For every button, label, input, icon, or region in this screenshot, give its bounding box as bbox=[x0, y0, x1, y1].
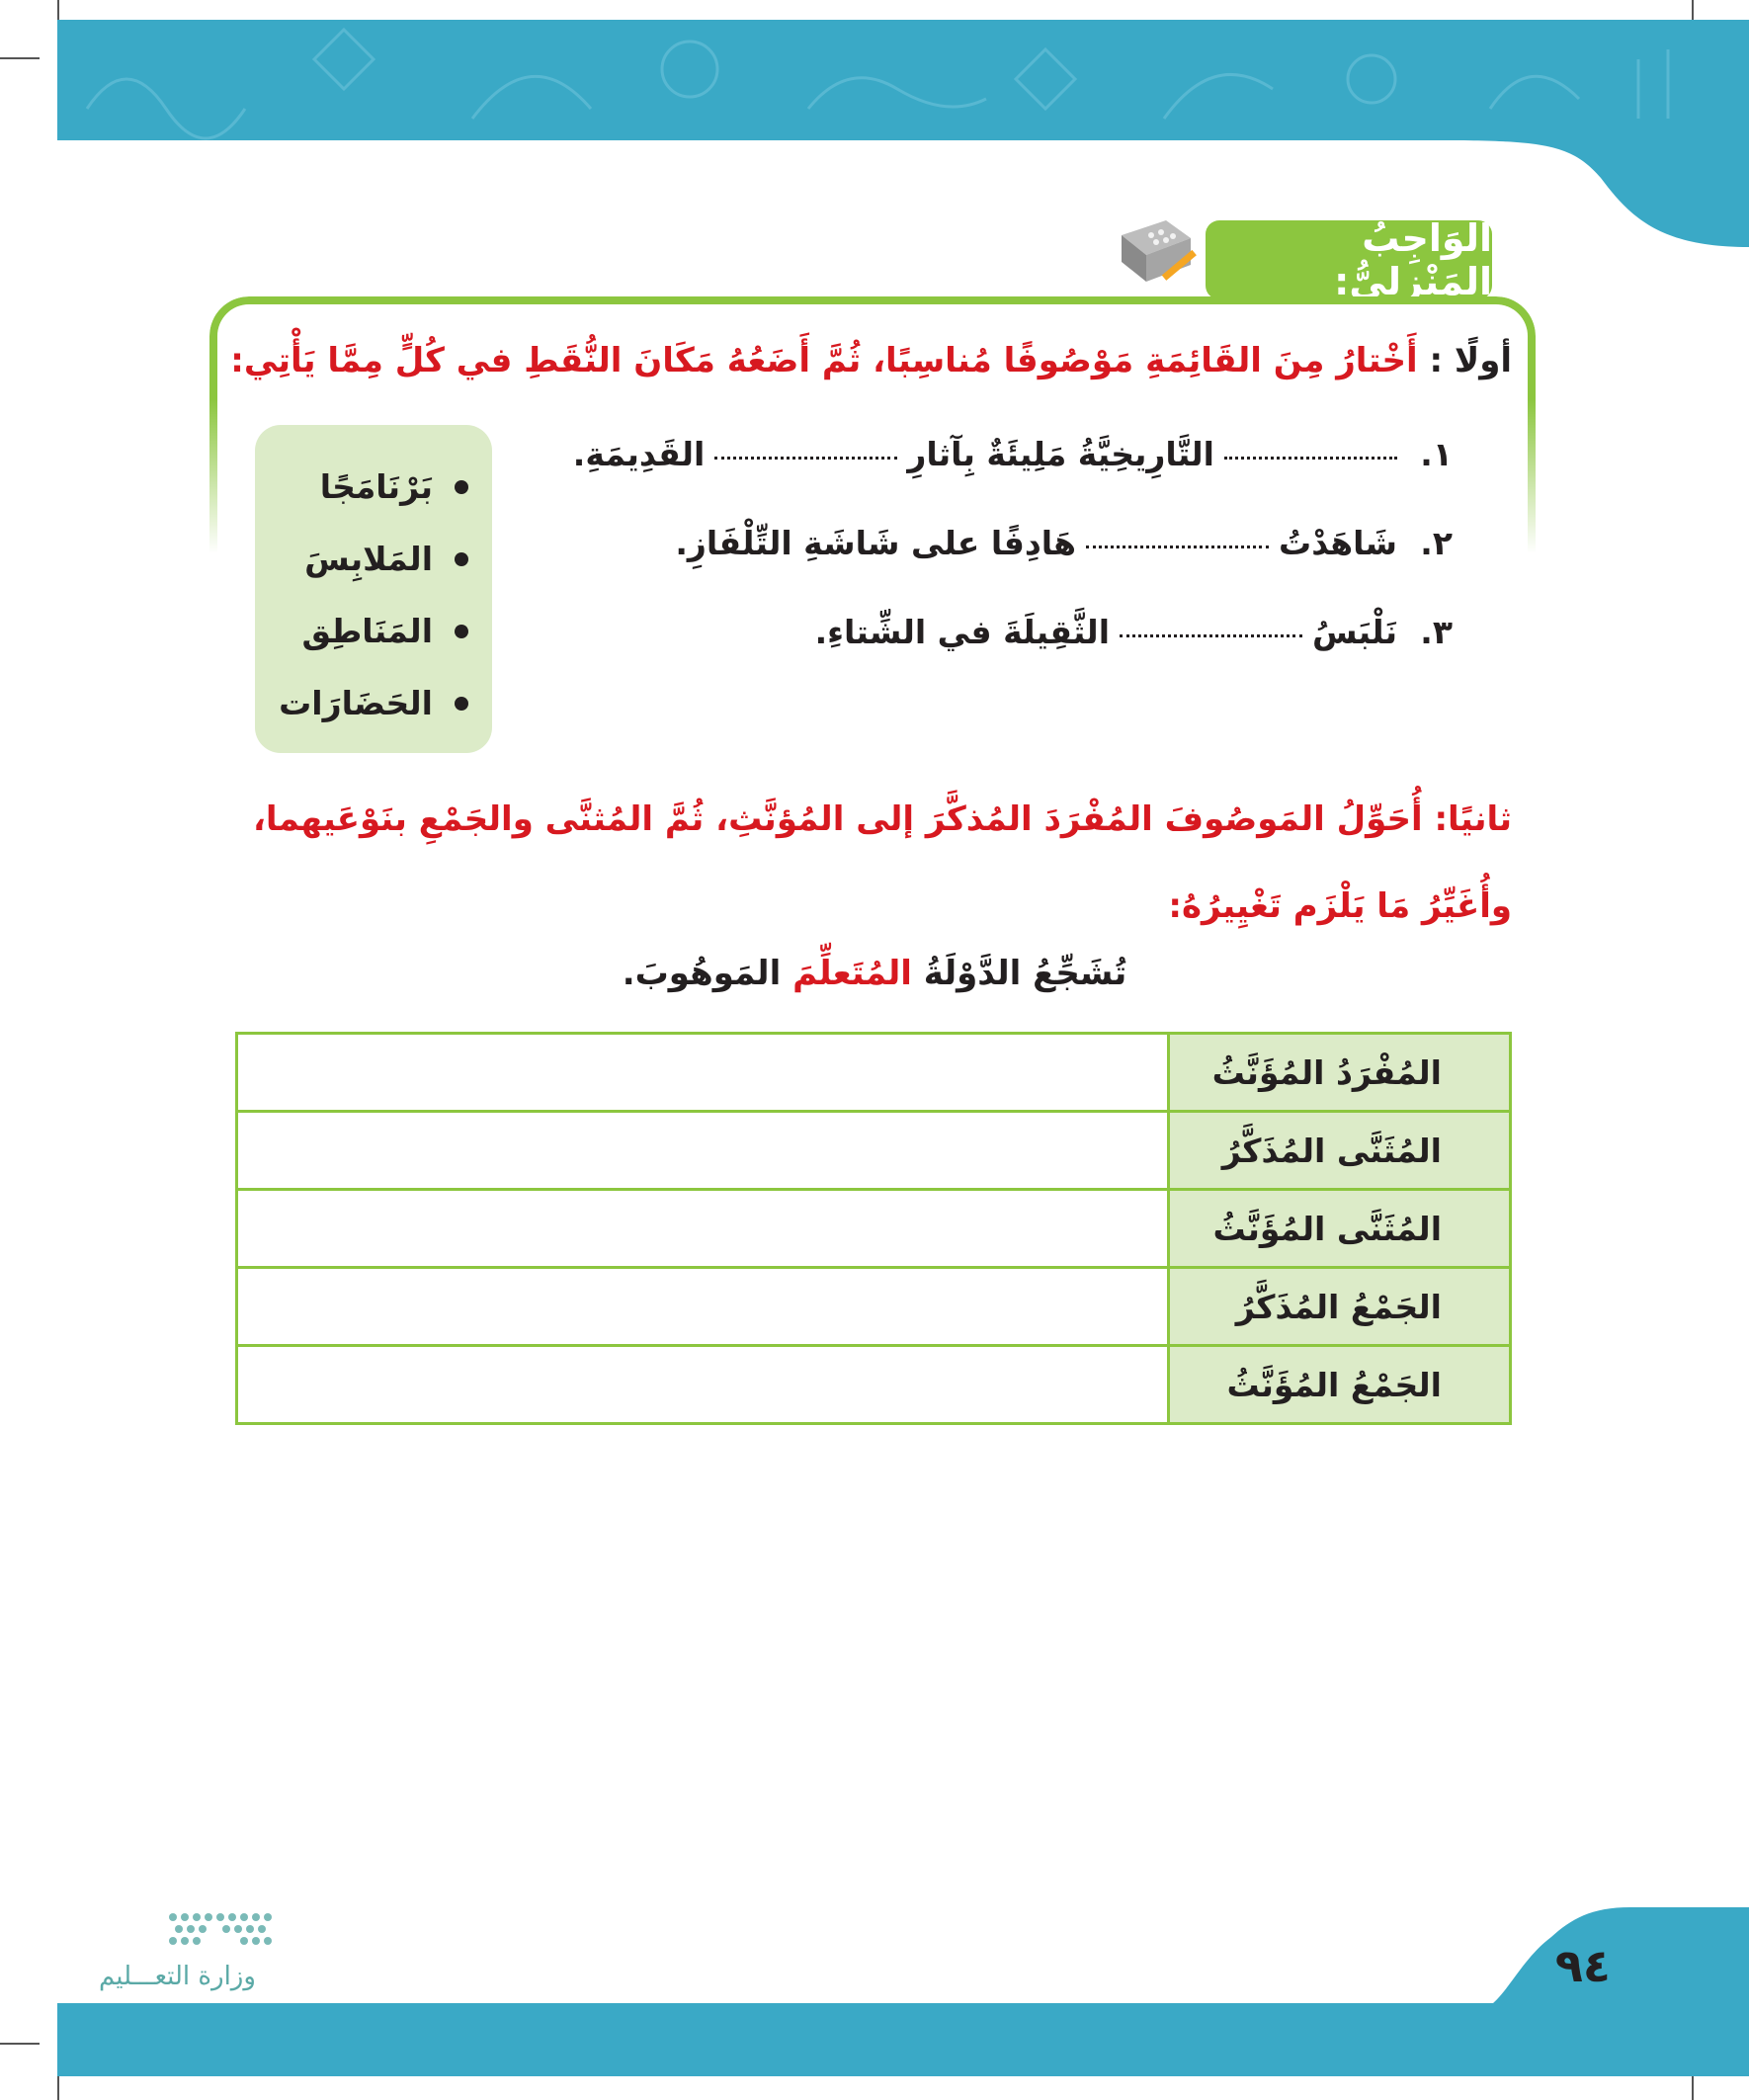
answer-cell[interactable] bbox=[237, 1190, 1169, 1268]
row-label: الجَمْعُ المُذَكَّرُ bbox=[1169, 1268, 1511, 1346]
word-bank-item bbox=[279, 667, 468, 739]
crop-mark bbox=[0, 57, 40, 59]
ministry-name: وزارة التعـــليم bbox=[99, 1962, 256, 1991]
table-row bbox=[237, 1346, 1511, 1424]
word-bank-word: بَرْنَامَجًا bbox=[319, 467, 433, 506]
answer-cell[interactable] bbox=[237, 1346, 1169, 1424]
table-row bbox=[237, 1112, 1511, 1190]
word-bank-word: المَلابِسَ bbox=[304, 540, 433, 578]
part1-label: أولًا : bbox=[1429, 341, 1512, 380]
example-post: المَوهُوبَ. bbox=[622, 954, 782, 993]
example-pre: تُشَجِّعُ الدَّوْلَةُ bbox=[923, 954, 1127, 993]
answer-cell[interactable] bbox=[237, 1112, 1169, 1190]
sentence-text: نَلْبَسُ bbox=[1312, 613, 1397, 651]
part1-instruction-text: أَخْتارُ مِنَ القَائِمَةِ مَوْصُوفًا مُناسِبًا، ثُمَّ أَضَعُهُ مَكَانَ النُّقَطِ في كُلٍّ مِمَّا يَأْتِي: bbox=[230, 341, 1418, 380]
homework-box-icon bbox=[1112, 210, 1201, 290]
part1-instruction bbox=[230, 341, 1512, 380]
example-sentence bbox=[0, 954, 1749, 993]
crop-mark bbox=[0, 2043, 40, 2045]
word-bank-word: المَنَاطِق bbox=[301, 612, 433, 650]
transformation-table bbox=[235, 1032, 1512, 1425]
row-label: المُثَنَّى المُؤَنَّثُ bbox=[1169, 1190, 1511, 1268]
sentence-text: الثَّقِيلَةَ في الشِّتاءِ. bbox=[814, 613, 1111, 651]
word-bank-word: الحَضَارَات bbox=[279, 684, 433, 722]
part2-label: ثانيًا: bbox=[1434, 799, 1512, 839]
row-label: الجَمْعُ المُؤَنَّثُ bbox=[1169, 1346, 1511, 1424]
word-bank bbox=[255, 425, 492, 753]
bullet-icon bbox=[455, 697, 468, 711]
answer-cell[interactable] bbox=[237, 1268, 1169, 1346]
sentence-1 bbox=[573, 435, 1453, 473]
table-row bbox=[237, 1034, 1511, 1112]
bullet-icon bbox=[455, 480, 468, 494]
sentence-number: ٣. bbox=[1420, 613, 1453, 651]
homework-title bbox=[1206, 216, 1492, 303]
blank-line[interactable] bbox=[1086, 546, 1269, 548]
row-label: المُثَنَّى المُذَكَّرُ bbox=[1169, 1112, 1511, 1190]
part2-instruction bbox=[227, 776, 1512, 950]
sentence-text: شَاهَدْتُ bbox=[1279, 524, 1397, 562]
word-bank-item bbox=[279, 451, 468, 523]
page-number: ٩٤ bbox=[1554, 1939, 1611, 1992]
example-highlight: المُتَعلِّمَ bbox=[792, 954, 912, 993]
bullet-icon bbox=[455, 625, 468, 638]
sentence-3 bbox=[815, 613, 1453, 651]
bullet-icon bbox=[455, 552, 468, 566]
sentence-2 bbox=[675, 524, 1453, 562]
sentence-number: ٢. bbox=[1420, 524, 1453, 562]
header-pattern bbox=[57, 20, 1749, 140]
blank-line[interactable] bbox=[714, 457, 897, 460]
sentence-text: القَدِيمَةِ. bbox=[572, 435, 706, 473]
blank-line[interactable] bbox=[1224, 457, 1397, 460]
table-row bbox=[237, 1268, 1511, 1346]
sentence-text: التَّارِيخِيَّةُ مَلِيئَةٌ بِآثارِ bbox=[907, 435, 1214, 473]
word-bank-item bbox=[279, 523, 468, 595]
sentence-text: هَادِفًا على شَاشَةِ التِّلْفَازِ. bbox=[675, 524, 1077, 562]
word-bank-item bbox=[279, 595, 468, 667]
homework-title-text: الوَاجِبُ المَنْزِلِيُّ: bbox=[1334, 216, 1492, 303]
sentence-number: ١. bbox=[1420, 435, 1453, 473]
blank-line[interactable] bbox=[1120, 634, 1302, 637]
part2-instruction-text: أُحَوِّلُ المَوصُوفَ المُفْرَدَ المُذكَّرَ إلى المُؤنَّثِ، ثُمَّ المُثنَّى والجَمْعِ بنَوْعَيهما، وأُغَيِّرُ مَا يَلْزَم تَغْيِيرُهُ: bbox=[252, 799, 1512, 926]
table-row bbox=[237, 1190, 1511, 1268]
row-label: المُفْرَدُ المُؤَنَّثُ bbox=[1169, 1034, 1511, 1112]
answer-cell[interactable] bbox=[237, 1034, 1169, 1112]
